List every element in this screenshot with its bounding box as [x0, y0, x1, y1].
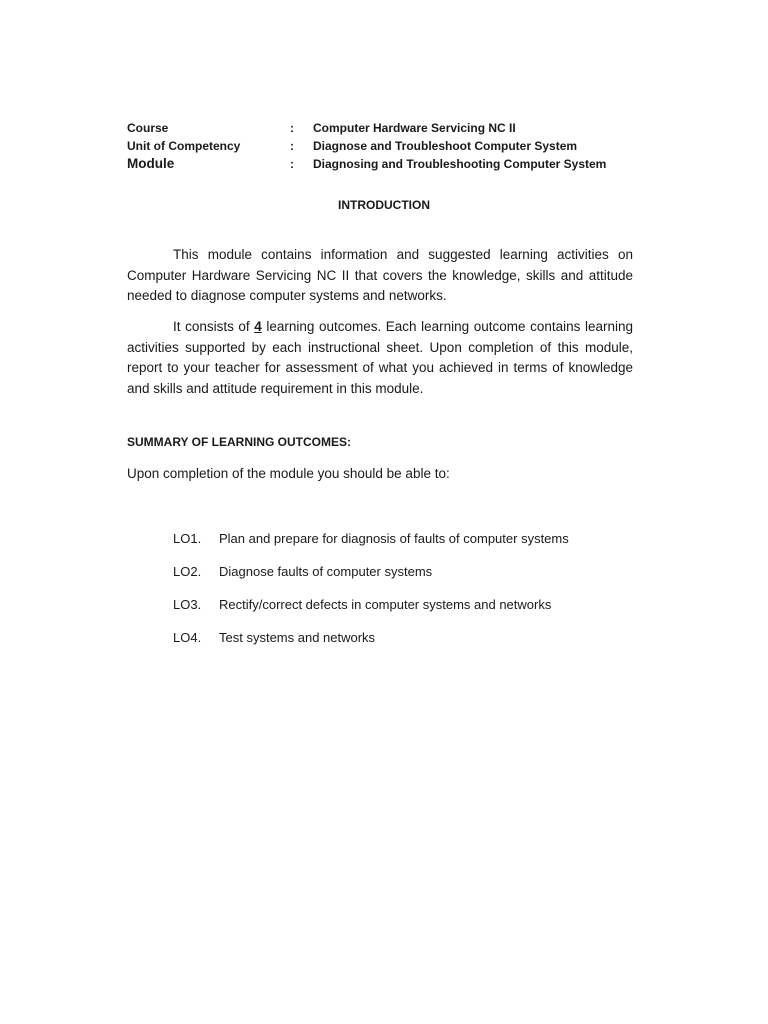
outcome-number: LO3.: [173, 597, 202, 612]
paragraph-2-lead: It consists of: [173, 319, 255, 334]
outcome-number: LO2.: [173, 564, 202, 579]
unit-of-competency-separator: :: [290, 139, 294, 153]
module-label: Module: [127, 156, 175, 171]
introduction-paragraph-2: [127, 317, 633, 399]
unit-of-competency-label: Unit of Competency: [127, 139, 241, 153]
course-label: Course: [127, 121, 169, 135]
course-value: Computer Hardware Servicing NC II: [313, 121, 516, 135]
introduction-heading: INTRODUCTION: [338, 198, 430, 212]
paragraph-2-rest: learning outcomes. Each learning outcome contains learning activities supported by each instructional sheet. Upon completion of this module, report to your teacher for assessment of what you achieved in terms of knowledge and skills and attitude requirement in this module.: [127, 319, 633, 396]
course-separator: :: [290, 121, 294, 135]
outcome-number: LO4.: [173, 630, 202, 645]
summary-heading: SUMMARY OF LEARNING OUTCOMES:: [127, 435, 351, 449]
outcome-text: Test systems and networks: [219, 630, 376, 645]
summary-lead: Upon completion of the module you should be able to:: [127, 466, 450, 481]
module-value: Diagnosing and Troubleshooting Computer System: [313, 157, 607, 171]
learning-outcome-count: 4: [254, 319, 262, 334]
outcome-text: Rectify/correct defects in computer systems and networks: [219, 597, 552, 612]
outcome-text: Diagnose faults of computer systems: [219, 564, 433, 579]
module-separator: :: [290, 157, 294, 171]
outcome-number: LO1.: [173, 531, 202, 546]
introduction-paragraph-1: This module contains information and suggested learning activities on Computer Hardware Servicing NC II that covers the knowledge, skills and attitude needed to diagnose computer systems and networks.: [127, 247, 633, 303]
unit-of-competency-value: Diagnose and Troubleshoot Computer System: [313, 139, 578, 153]
outcome-text: Plan and prepare for diagnosis of faults of computer systems: [219, 531, 569, 546]
